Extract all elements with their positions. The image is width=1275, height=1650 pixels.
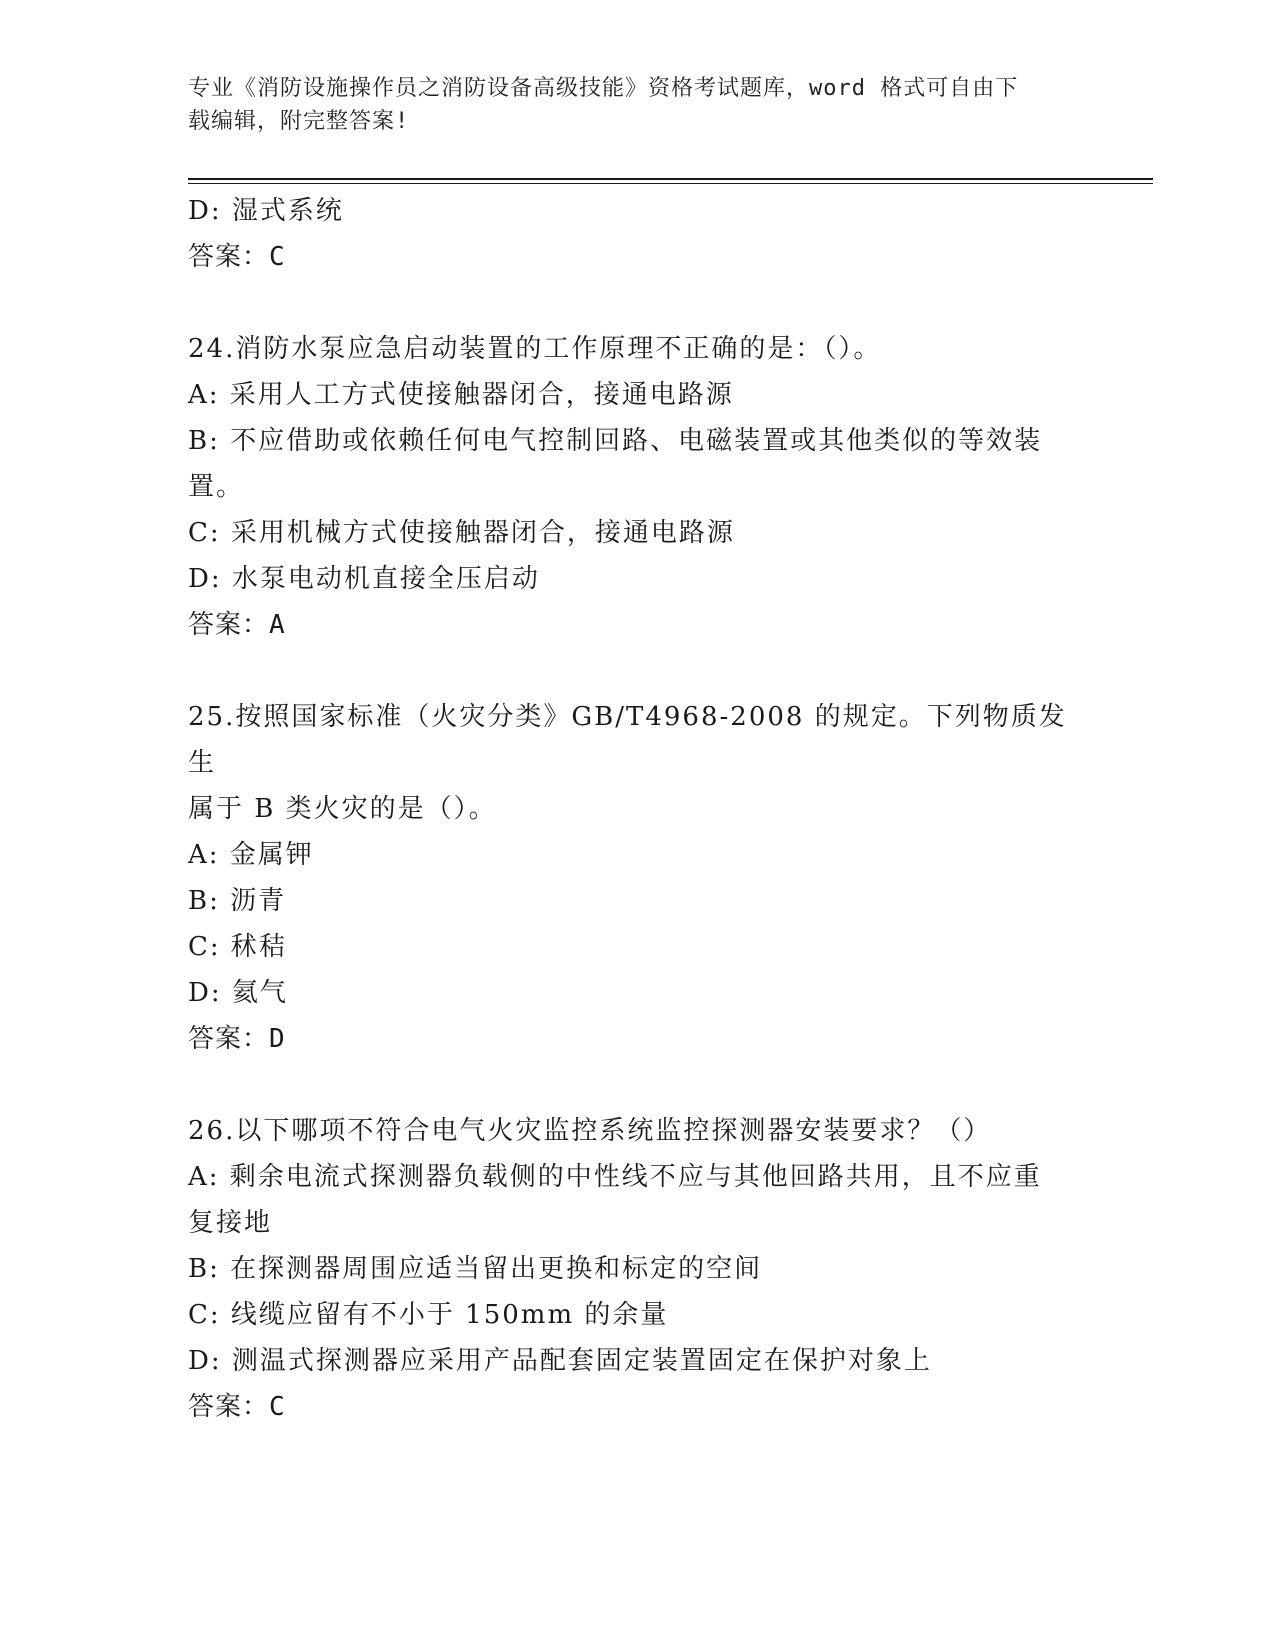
option-c: C: 秫秸: [188, 932, 287, 962]
option-b: B: 在探测器周围应适当留出更换和标定的空间: [188, 1254, 763, 1284]
spacer: [188, 1062, 1088, 1108]
question-24: [188, 326, 1088, 648]
option-b: B: 沥青: [188, 886, 287, 916]
question-text: 26.以下哪项不符合电气火灾监控系统监控探测器安装要求？（）: [188, 1116, 992, 1146]
header-rule-thin: [188, 183, 1153, 184]
option-a-line-1: A: 剩余电流式探测器负载侧的中性线不应与其他回路共用，且不应重: [188, 1162, 1042, 1192]
option-a-line-2: 复接地: [188, 1208, 273, 1238]
option-d: D: 湿式系统: [188, 196, 344, 226]
question-26: [188, 1108, 1088, 1430]
question-text: 24.消防水泵应急启动装置的工作原理不正确的是：（）。: [188, 334, 882, 364]
answer-line: 答案：C: [188, 1392, 286, 1422]
option-d: D: 水泵电动机直接全压启动: [188, 564, 540, 594]
question-text-line-2: 属于 B 类火灾的是（）。: [188, 794, 497, 824]
header-rule-thick: [188, 178, 1153, 180]
option-b-line-2: 置。: [188, 472, 245, 502]
option-b-line-1: B: 不应借助或依赖任何电气控制回路、电磁装置或其他类似的等效装: [188, 426, 1043, 456]
answer-line: 答案：C: [188, 242, 286, 272]
header-line-2: 载编辑，附完整答案!: [188, 109, 410, 134]
answer-line: 答案：D: [188, 1024, 286, 1054]
answer-line: 答案：A: [188, 610, 286, 640]
question-23-tail: [188, 188, 1088, 280]
header-line-1: 专业《消防设施操作员之消防设备高级技能》资格考试题库，word 格式可自由下: [188, 76, 1019, 101]
option-a: A: 采用人工方式使接触器闭合，接通电路源: [188, 380, 734, 410]
option-a: A: 金属钾: [188, 840, 314, 870]
spacer: [188, 280, 1088, 326]
option-c: C: 线缆应留有不小于 150mm 的余量: [188, 1300, 669, 1330]
page-header: [188, 72, 1068, 138]
option-c: C: 采用机械方式使接触器闭合，接通电路源: [188, 518, 735, 548]
option-d: D: 氦气: [188, 978, 288, 1008]
spacer: [188, 648, 1088, 694]
option-d: D: 测温式探测器应采用产品配套固定装置固定在保护对象上: [188, 1346, 932, 1376]
question-25: [188, 694, 1088, 1062]
document-body: [188, 188, 1088, 1430]
question-text-line-1: 25.按照国家标准（火灾分类》GB/T4968-2008 的规定。下列物质发生: [188, 702, 1067, 778]
